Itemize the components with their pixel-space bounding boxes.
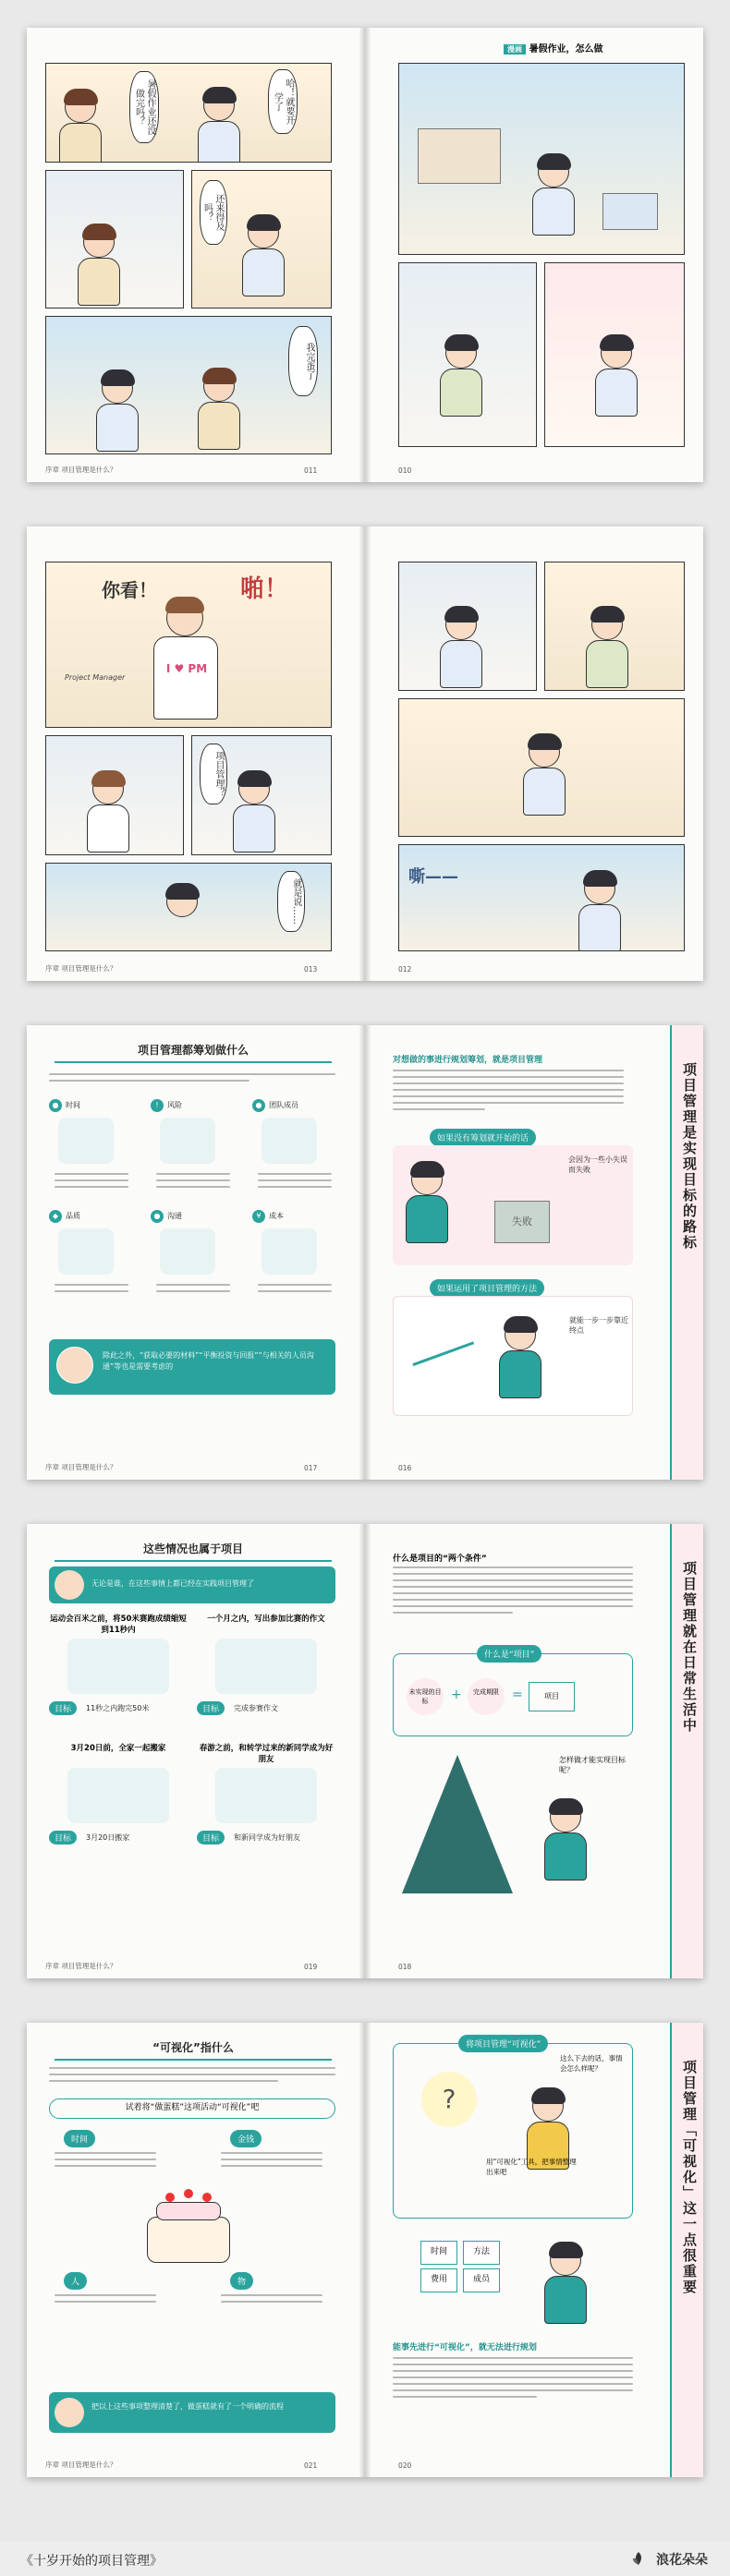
footer: 序章 项目管理是什么？: [45, 466, 117, 474]
item-desc: [221, 2294, 322, 2307]
warning-icon: !: [151, 1099, 164, 1112]
page-number: 018: [398, 1963, 412, 1971]
label-pill: 如果没有筹划就开始的话: [430, 1129, 536, 1146]
clock-icon: ●: [49, 1099, 62, 1112]
page-number: 020: [398, 2461, 412, 2470]
label-pill: 物: [230, 2272, 253, 2290]
item-desc: [55, 2152, 156, 2171]
side-tab: [670, 1524, 703, 1978]
tag: 目标: [49, 1701, 77, 1715]
sfx-text: 啪！: [240, 575, 289, 603]
speech-bubble: 哈！就要开学了: [268, 69, 298, 134]
tag: 目标: [197, 1701, 225, 1715]
talk-illustration: [160, 1228, 215, 1275]
speech-bubble: 暑假作业还没做完吗？: [129, 71, 159, 143]
page-020: [365, 2023, 703, 2477]
spread-2: [27, 526, 703, 981]
page-number: 021: [304, 2461, 318, 2470]
panel: [191, 170, 332, 308]
label-pill: 如果运用了项目管理的方法: [430, 1279, 544, 1297]
panel: [45, 863, 332, 951]
panel: [45, 735, 184, 855]
flower-icon: [632, 2551, 645, 2566]
side-tab: [670, 2023, 703, 2477]
item-desc: [156, 1173, 230, 1192]
members-illustration: [262, 1118, 317, 1164]
sfx-text: 嘶——: [408, 867, 458, 887]
chip: 项目: [529, 1682, 575, 1711]
spread-4: [27, 1524, 703, 1978]
speech-note: 怎样做才能实现目标呢？: [559, 1756, 626, 1774]
coin-icon: ¥: [252, 1210, 265, 1223]
question-icon: ?: [421, 2072, 477, 2127]
chip: 成员: [463, 2268, 500, 2292]
panel: [398, 562, 537, 691]
side-title: 项目管理就在日常生活中: [681, 1561, 698, 1734]
running-illustration: [67, 1639, 169, 1694]
desk-illustration: [602, 193, 658, 230]
speech-note: 就能一步一步靠近终点: [569, 1316, 628, 1335]
panel: [191, 735, 332, 855]
writing-illustration: [215, 1639, 317, 1694]
page-021: [27, 2023, 365, 2477]
item-desc: [55, 2294, 156, 2307]
page-012: [365, 526, 703, 981]
chat-icon: ●: [151, 1210, 164, 1223]
item-desc: [258, 1284, 332, 1297]
spread-3: [27, 1025, 703, 1480]
section-title: 这些情况也属于项目: [55, 1541, 332, 1562]
speech-note: 会因为一些小失误而失败: [568, 1155, 627, 1174]
moving-illustration: [67, 1768, 169, 1823]
item-label: 风险: [167, 1101, 182, 1109]
diamond-icon: ◆: [49, 1210, 62, 1223]
item-desc: [221, 2152, 322, 2171]
label-pill: 人: [64, 2272, 87, 2290]
scenario-box: [393, 1296, 633, 1416]
footer: 序章 项目管理是什么？: [45, 964, 117, 973]
calendar-illustration: [58, 1118, 114, 1164]
label-pill: 时间: [64, 2130, 95, 2147]
panel: [398, 844, 685, 951]
sub-heading: 能事先进行“可视化”，就无法进行规划: [393, 2343, 537, 2352]
page-number: 017: [304, 1464, 318, 1472]
item-desc: [55, 1173, 128, 1192]
footer: 序章 项目管理是什么？: [45, 1962, 117, 1970]
footer: 序章 项目管理是什么？: [45, 1463, 117, 1471]
body-text: [393, 1070, 624, 1115]
panel: [45, 316, 332, 454]
bottom-bar: [0, 2542, 730, 2576]
chip: 方法: [463, 2241, 500, 2265]
card-note: 3月20日搬家: [86, 1833, 130, 1842]
panel: [45, 170, 184, 308]
side-tab: [670, 1025, 703, 1480]
side-title: 项目管理「可视化」这一点很重要: [681, 2060, 698, 2295]
box-title: 什么是“项目”: [477, 1645, 541, 1663]
gem-illustration: [58, 1228, 114, 1275]
page-number: 012: [398, 965, 412, 974]
avatar: [55, 2398, 84, 2427]
card-title: 一个月之内，写出参加比赛的作文: [207, 1615, 325, 1624]
shirt-caption: Project Manager: [65, 673, 126, 682]
card-title: 春游之前，和转学过来的新同学成为好朋友: [199, 1744, 334, 1764]
footer: 序章 项目管理是什么？: [45, 2461, 117, 2469]
page-010: [365, 28, 703, 482]
shirt-print: I ♥ PM: [165, 662, 208, 675]
item-desc: [55, 1284, 128, 1297]
page-013: [27, 526, 365, 981]
intro-heading: 对想做的事进行规划筹划，就是项目管理: [393, 1056, 543, 1065]
book-title: 《十岁开始的项目管理》: [20, 2554, 163, 2569]
page-number: 019: [304, 1963, 318, 1971]
avatar: [56, 1347, 93, 1384]
card-note: 完成参赛作文: [234, 1704, 278, 1712]
item-desc: [156, 1284, 230, 1297]
intro-text: [49, 1073, 335, 1086]
speech-bubble: 我完蛋了: [288, 326, 318, 396]
card-note: 和新同学成为好朋友: [234, 1833, 300, 1842]
definition-box: [393, 1653, 633, 1736]
item-label: 沟通: [167, 1212, 182, 1220]
card-note: 11秒之内跑完50米: [86, 1704, 150, 1712]
body-text: [393, 1566, 633, 1618]
house-illustration: [418, 128, 501, 184]
intro-text: 无论是谁，在这些事情上都已经在实践项目管理了: [91, 1579, 254, 1588]
friends-illustration: [215, 1768, 317, 1823]
plus-icon: +: [451, 1687, 462, 1702]
try-banner: 试着将“做蛋糕”这项活动“可视化”吧: [49, 2098, 335, 2119]
body-text: [393, 2357, 633, 2402]
item-label: 时间: [66, 1101, 80, 1109]
page-number: 010: [398, 466, 412, 475]
panel: [398, 262, 537, 447]
panel: [544, 262, 685, 447]
spread-5: [27, 2023, 703, 2477]
item-desc: [258, 1173, 332, 1192]
callout-text: 把以上这些事项整理清楚了，做蛋糕就有了一个明确的流程: [91, 2402, 284, 2411]
tag: 目标: [197, 1831, 225, 1844]
callout-box: [49, 2392, 335, 2433]
tag: 目标: [49, 1831, 77, 1844]
speech-bubble: 还来得及吗？: [200, 180, 227, 245]
failure-block: 失败: [494, 1201, 550, 1243]
panel: [544, 562, 685, 691]
avatar: [55, 1570, 84, 1600]
item-label: 团队成员: [269, 1101, 298, 1109]
card-title: 运动会百米之前，将50米赛跑成绩缩短到11秒内: [50, 1615, 187, 1635]
risk-illustration: [160, 1118, 215, 1164]
chapter-tag: 漫画: [504, 44, 526, 54]
page-number: 011: [304, 466, 318, 475]
chapter-header: [504, 41, 602, 54]
panel: [398, 698, 685, 837]
section-heading: 什么是项目的“两个条件”: [393, 1554, 487, 1564]
callout-text: 除此之外，“获取必要的材料”“平衡投资与回报”“与相关的人员沟通”等也是需要考虑的: [103, 1351, 314, 1371]
page-011: [27, 28, 365, 482]
mountain-illustration: [402, 1755, 513, 1893]
speech-note: 这么下去的话，事情会怎么样呢？: [560, 2054, 623, 2073]
speech-note: 用“可视化”工具，把事情整理出来吧: [486, 2158, 577, 2176]
box-title: 将项目管理“可视化”: [458, 2035, 548, 2052]
panel: [398, 63, 685, 255]
page-number: 016: [398, 1464, 412, 1472]
section-title: “可视化”指什么: [55, 2039, 332, 2061]
side-title: 项目管理是实现目标的路标: [681, 1062, 698, 1251]
page-016: [365, 1025, 703, 1480]
item-label: 品质: [66, 1212, 80, 1220]
chip: 时间: [420, 2241, 457, 2265]
label-pill: 金钱: [230, 2130, 262, 2147]
callout-box: [49, 1339, 335, 1395]
panel: [45, 562, 332, 728]
brand-name: 浪花朵朵: [656, 2553, 708, 2568]
intro-box: [49, 1566, 335, 1603]
chapter-title: 暑假作业，怎么做: [529, 44, 603, 54]
sfx-text: 你看！: [102, 579, 157, 601]
body-text: [49, 2067, 335, 2086]
path-line: [412, 1341, 476, 1372]
money-illustration: [262, 1228, 317, 1275]
item-label: 成本: [269, 1212, 284, 1220]
card-title: 3月20日前，全家一起搬家: [70, 1744, 166, 1753]
spread-1: [27, 28, 703, 482]
chip: 未实现的目标: [407, 1678, 444, 1715]
section-title: 项目管理都筹划做什么: [55, 1042, 332, 1063]
chip: 完成期限: [468, 1678, 505, 1715]
visualize-box: [393, 2040, 633, 2219]
page-017: [27, 1025, 365, 1480]
chip: 费用: [420, 2268, 457, 2292]
team-icon: ●: [252, 1099, 265, 1112]
page-019: [27, 1524, 365, 1978]
panel: [45, 63, 332, 163]
equals-icon: =: [512, 1687, 523, 1702]
page-018: [365, 1524, 703, 1978]
page-number: 013: [304, 965, 318, 974]
speech-bubble: 就是说……: [277, 871, 305, 932]
speech-bubble: 项目管理？: [200, 744, 227, 804]
scenario-box: [393, 1145, 633, 1265]
cake-icon: [138, 2180, 239, 2263]
